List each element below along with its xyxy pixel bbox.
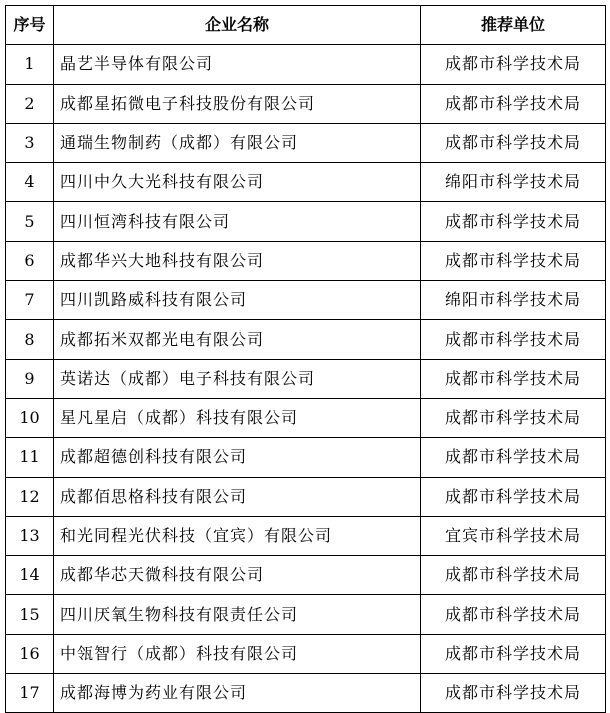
recommending-unit: 成都市科学技术局 [421,438,606,477]
recommending-unit: 成都市科学技术局 [421,45,606,84]
serial-number: 14 [6,556,54,595]
recommending-unit: 成都市科学技术局 [421,320,606,359]
serial-number: 1 [6,45,54,84]
enterprise-name: 晶艺半导体有限公司 [54,45,421,84]
recommending-unit: 宜宾市科学技术局 [421,516,606,555]
header-serial-number: 序号 [6,6,54,45]
table-row [6,477,606,516]
enterprise-name: 四川恒湾科技有限公司 [54,202,421,241]
enterprise-name: 通瑞生物制药（成都）有限公司 [54,123,421,162]
serial-number: 16 [6,634,54,673]
table-row [6,84,606,123]
enterprise-name: 四川厌氧生物科技有限责任公司 [54,595,421,634]
table-row [6,595,606,634]
recommending-unit: 绵阳市科学技术局 [421,281,606,320]
enterprise-name: 四川中久大光科技有限公司 [54,163,421,202]
serial-number: 7 [6,281,54,320]
table-row [6,241,606,280]
table-row [6,674,606,713]
enterprise-name: 英诺达（成都）电子科技有限公司 [54,359,421,398]
enterprise-name: 四川凯路威科技有限公司 [54,281,421,320]
enterprise-name: 成都拓米双都光电有限公司 [54,320,421,359]
header-row [6,6,606,45]
recommending-unit: 成都市科学技术局 [421,634,606,673]
table-row [6,634,606,673]
recommending-unit: 成都市科学技术局 [421,359,606,398]
table-row [6,45,606,84]
table-row [6,123,606,162]
recommending-unit: 成都市科学技术局 [421,241,606,280]
enterprise-table [5,5,606,713]
enterprise-name: 成都华兴大地科技有限公司 [54,241,421,280]
recommending-unit: 成都市科学技术局 [421,398,606,437]
serial-number: 4 [6,163,54,202]
recommending-unit: 成都市科学技术局 [421,556,606,595]
serial-number: 17 [6,674,54,713]
enterprise-name: 成都海博为药业有限公司 [54,674,421,713]
table-row [6,556,606,595]
enterprise-name: 成都华芯天微科技有限公司 [54,556,421,595]
recommending-unit: 成都市科学技术局 [421,595,606,634]
recommending-unit: 成都市科学技术局 [421,84,606,123]
table-row [6,516,606,555]
recommending-unit: 绵阳市科学技术局 [421,163,606,202]
serial-number: 3 [6,123,54,162]
header-enterprise-name: 企业名称 [54,6,421,45]
serial-number: 12 [6,477,54,516]
enterprise-name: 星凡星启（成都）科技有限公司 [54,398,421,437]
table-row [6,163,606,202]
serial-number: 15 [6,595,54,634]
recommending-unit: 成都市科学技术局 [421,477,606,516]
table-row [6,398,606,437]
serial-number: 6 [6,241,54,280]
table-row [6,281,606,320]
enterprise-name: 和光同程光伏科技（宜宾）有限公司 [54,516,421,555]
serial-number: 11 [6,438,54,477]
serial-number: 8 [6,320,54,359]
enterprise-name: 中瓴智行（成都）科技有限公司 [54,634,421,673]
header-recommending-unit: 推荐单位 [421,6,606,45]
serial-number: 13 [6,516,54,555]
table-row [6,202,606,241]
enterprise-name: 成都星拓微电子科技股份有限公司 [54,84,421,123]
serial-number: 5 [6,202,54,241]
recommending-unit: 成都市科学技术局 [421,123,606,162]
recommending-unit: 成都市科学技术局 [421,202,606,241]
serial-number: 2 [6,84,54,123]
table-row [6,320,606,359]
serial-number: 9 [6,359,54,398]
enterprise-name: 成都佰思格科技有限公司 [54,477,421,516]
table-row [6,359,606,398]
recommending-unit: 成都市科学技术局 [421,674,606,713]
enterprise-name: 成都超德创科技有限公司 [54,438,421,477]
serial-number: 10 [6,398,54,437]
table-row [6,438,606,477]
